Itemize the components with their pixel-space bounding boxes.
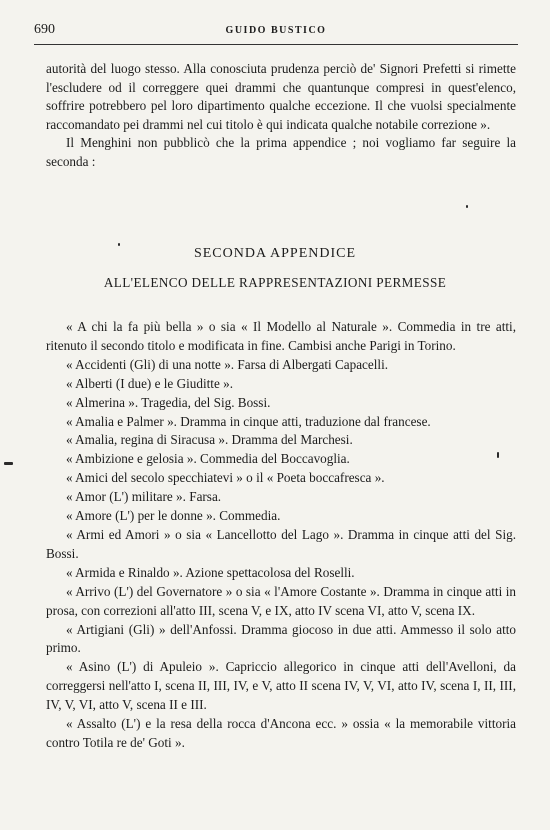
list-item: « Amore (L') per le donne ». Commedia. bbox=[66, 508, 281, 524]
list-item: « Ambizione e gelosia ». Commedia del Boccavoglia. bbox=[66, 451, 350, 467]
list-item: « Alberti (I due) e le Giuditte ». bbox=[66, 375, 233, 391]
intro-paragraph-1: autorità del luogo stesso. Alla conosciuta prudenza perciò de' Signori Prefetti si rimette l'escludere od il correggere quei drammi che quantunque compresi in quest'elenco, soffrire potrebbero pel loro dipartimento qualche eccezione. Il che vuolsi specialmente raccomandato pei drammi nel cui titolo è qui indicata qualche notabile correzione ». bbox=[46, 61, 516, 132]
section-title: SECONDA APPENDICE bbox=[193, 246, 357, 261]
list-item: « Artigiani (Gli) » dell'Anfossi. Dramma giocoso in due atti. Ammesso il solo atto primo. bbox=[46, 621, 516, 656]
list-item: « Almerina ». Tragedia, del Sig. Bossi. bbox=[66, 394, 271, 410]
list-item: « Arrivo (L') del Governatore » o sia « l'Amore Costante ». Dramma in cinque atti in prosa, con correzioni all'atto III, scena V, e IX, atto IV scena VI, atto V, scena IX. bbox=[46, 583, 516, 618]
list-item: « Assalto (L') e la resa della rocca d'Ancona ecc. » ossia « la memorabile vittoria contro Totila re de' Goti ». bbox=[46, 716, 516, 750]
entry-list bbox=[46, 318, 516, 753]
list-item: « Accidenti (Gli) di una notte ». Farsa di Albergati Capacelli. bbox=[66, 356, 389, 372]
section-subtitle: ALL'ELENCO DELLE RAPPRESENTAZIONI PERMESSE bbox=[103, 275, 447, 290]
scan-speck bbox=[4, 462, 13, 465]
list-item: « Armida e Rinaldo ». Azione spettacolosa del Roselli. bbox=[66, 564, 355, 580]
page-header bbox=[34, 22, 518, 45]
list-item: « Asino (L') di Apuleio ». Capriccio allegorico in cinque atti dell'Avelloni, da correggersi nell'atto I, scena II, III, IV, e V, atto II scena IV, V, VI, atto IV, scena I, II, III, IV, V, VI, atto V, scena II e III. bbox=[46, 659, 516, 713]
scan-speck bbox=[497, 452, 499, 458]
scan-speck bbox=[118, 243, 120, 246]
page-number: 690 bbox=[34, 22, 55, 37]
intro-paragraph-2: Il Menghini non pubblicò che la prima appendice ; noi vogliamo far seguire la seconda : bbox=[46, 135, 516, 169]
list-item: « Amalia, regina di Siracusa ». Dramma del Marchesi. bbox=[66, 432, 353, 448]
list-item: « Amor (L') militare ». Farsa. bbox=[66, 489, 222, 505]
running-head: GUIDO BUSTICO bbox=[225, 25, 327, 36]
list-item: « Amici del secolo specchiatevi » o il « Poeta boccafresca ». bbox=[66, 470, 385, 486]
scan-speck bbox=[466, 205, 468, 208]
list-item: « Armi ed Amori » o sia « Lancellotto del Lago ». Dramma in cinque atti del Sig. Bossi. bbox=[46, 526, 516, 561]
list-item: « Amalia e Palmer ». Dramma in cinque atti, traduzione dal francese. bbox=[66, 413, 431, 429]
intro-text bbox=[46, 60, 516, 172]
list-item: « A chi la fa più bella » o sia « Il Modello al Naturale ». Commedia in tre atti, ritenuto il secondo titolo e modificata in fine. Cambisi anche Parigi in Torino. bbox=[46, 319, 516, 353]
